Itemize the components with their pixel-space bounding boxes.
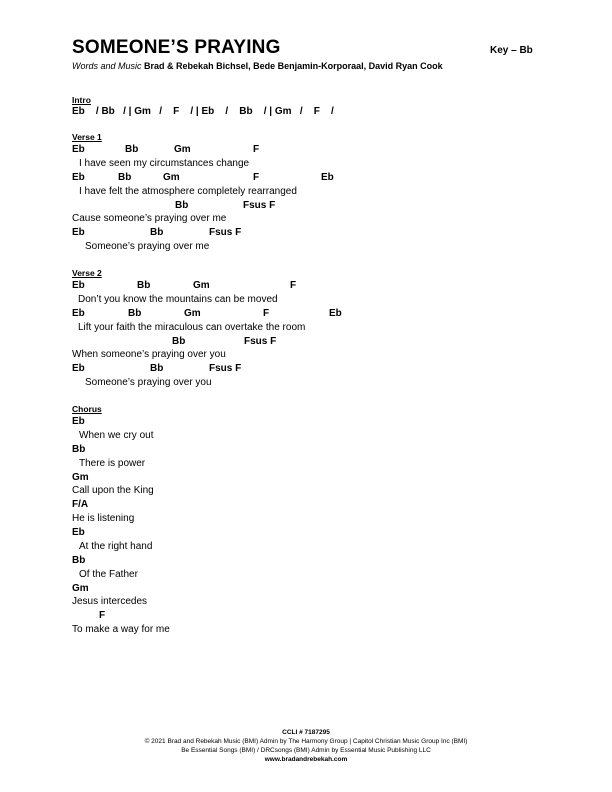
chord: Eb (72, 144, 85, 155)
lyric-line: Someone’s praying over me (85, 241, 210, 252)
chord: Bb (137, 280, 151, 291)
chord: Gm (193, 280, 210, 291)
chord-line (0, 308, 612, 320)
chord: Eb (72, 227, 85, 238)
chord: Eb (329, 308, 342, 319)
chord-line (0, 472, 612, 484)
lyric-line: At the right hand (79, 541, 153, 552)
chord: Eb (321, 172, 334, 183)
chord: Bb (150, 227, 164, 238)
chord: Fsus F (209, 363, 242, 374)
lyric-line: Of the Father (79, 569, 138, 580)
chord: Eb (72, 308, 85, 319)
chord: Bb (128, 308, 142, 319)
chord: Bb (125, 144, 139, 155)
credits-label: Words and Music (72, 61, 142, 71)
chord-line (0, 200, 612, 212)
chord: Eb (72, 416, 85, 427)
lyric-line: When someone’s praying over you (72, 349, 226, 360)
lyric-line: Don’t you know the mountains can be moved (78, 294, 278, 305)
chord: Bb (172, 336, 186, 347)
chord-line (0, 227, 612, 239)
lyric-line: Cause someone’s praying over me (72, 213, 227, 224)
copyright-line: © 2021 Brad and Rebekah Music (BMI) Admin by The Harmony Group | Capitol Christian Music Group Inc (BMI) (144, 738, 468, 745)
song-title: SOMEONE’S PRAYING (72, 37, 281, 58)
chord: F (253, 144, 260, 155)
song-credits (72, 61, 443, 71)
lyric-line: To make a way for me (72, 624, 170, 635)
lyric-line: He is listening (72, 513, 135, 524)
intro-chord-line: Eb / Bb / | Gm / F / | Eb / Bb / | Gm / F / (72, 106, 334, 117)
chord: Fsus F (244, 336, 277, 347)
chord: F (263, 308, 270, 319)
section-label-intro: Intro (72, 95, 91, 105)
lyric-line: Jesus intercedes (72, 596, 148, 607)
chord-line (0, 144, 612, 156)
chord: Gm (163, 172, 180, 183)
ccli-number: CCLI # 7187295 (282, 729, 330, 736)
lyric-line: There is power (79, 458, 146, 469)
chord: Bb (72, 555, 86, 566)
chord: Bb (175, 200, 189, 211)
song-key: Key – Bb (490, 45, 533, 56)
chord: F (290, 280, 297, 291)
chord: Bb (150, 363, 164, 374)
chord-line (0, 555, 612, 567)
lyric-line: Lift your faith the miraculous can overtake the room (78, 322, 306, 333)
lyric-line: Someone’s praying over you (85, 377, 212, 388)
copyright-line: Be Essential Songs (BMI) / DRCsongs (BMI) Admin by Essential Music Publishing LLC (181, 747, 431, 754)
chord-line (0, 172, 612, 184)
chord: Eb (72, 280, 85, 291)
chord: F (99, 610, 106, 621)
lyric-line: When we cry out (79, 430, 154, 441)
chord-line (0, 610, 612, 622)
chord-line (0, 280, 612, 292)
chord-line (0, 499, 612, 511)
section-label-verse-1: Verse 1 (72, 132, 102, 142)
chord-line (0, 527, 612, 539)
chord: Eb (72, 363, 85, 374)
chord-line (0, 416, 612, 428)
chord-line (0, 363, 612, 375)
chord: Gm (174, 144, 191, 155)
chord: Gm (72, 472, 89, 483)
chord: Fsus F (209, 227, 242, 238)
lyric-line: I have seen my circumstances change (79, 158, 250, 169)
website-link[interactable]: www.bradandrebekah.com (264, 756, 348, 763)
chord: F/A (72, 499, 89, 510)
chord: F (253, 172, 260, 183)
chord: Fsus F (243, 200, 276, 211)
credits-names: Brad & Rebekah Bichsel, Bede Benjamin-Korporaal, David Ryan Cook (144, 61, 443, 71)
chord: Bb (72, 444, 86, 455)
chord: Bb (118, 172, 132, 183)
chord-line (0, 583, 612, 595)
section-label-verse-2: Verse 2 (72, 268, 102, 278)
lyric-line: I have felt the atmosphere completely rearranged (79, 186, 297, 197)
chord-line (0, 444, 612, 456)
section-label-chorus: Chorus (72, 404, 102, 414)
chord: Gm (72, 583, 89, 594)
chord: Eb (72, 172, 85, 183)
lyric-line: Call upon the King (72, 485, 154, 496)
chord: Gm (184, 308, 201, 319)
footer (0, 728, 612, 764)
chord: Eb (72, 527, 85, 538)
chord-line (0, 336, 612, 348)
